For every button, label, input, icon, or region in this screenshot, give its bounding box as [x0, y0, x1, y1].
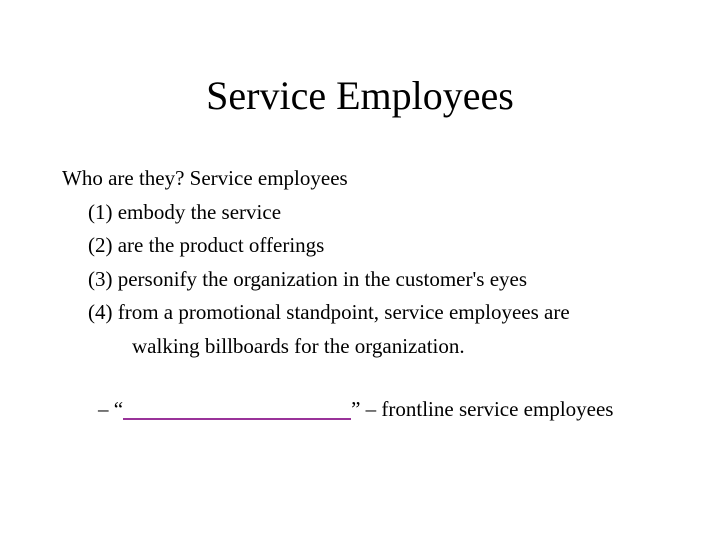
list-item-1: (1) embody the service	[88, 199, 282, 224]
dash-bullet: –	[98, 397, 109, 421]
fill-in-blank-bullet	[98, 393, 613, 427]
intro-line: Who are they? Service employees	[62, 166, 348, 190]
list-item-4-continuation: walking billboards for the organization.	[132, 333, 465, 358]
slide-title: Service Employees	[206, 73, 514, 118]
quote-suffix: ” – frontline service employees	[351, 397, 614, 421]
blank-underline	[123, 396, 351, 420]
list-item-3: (3) personify the organization in the customer's eyes	[88, 266, 528, 291]
list-item-4: (4) from a promotional standpoint, service employees are	[88, 300, 570, 324]
list-item-2: (2) are the product offerings	[88, 233, 325, 257]
slide-body	[62, 162, 702, 363]
open-quote: “	[113, 397, 124, 421]
